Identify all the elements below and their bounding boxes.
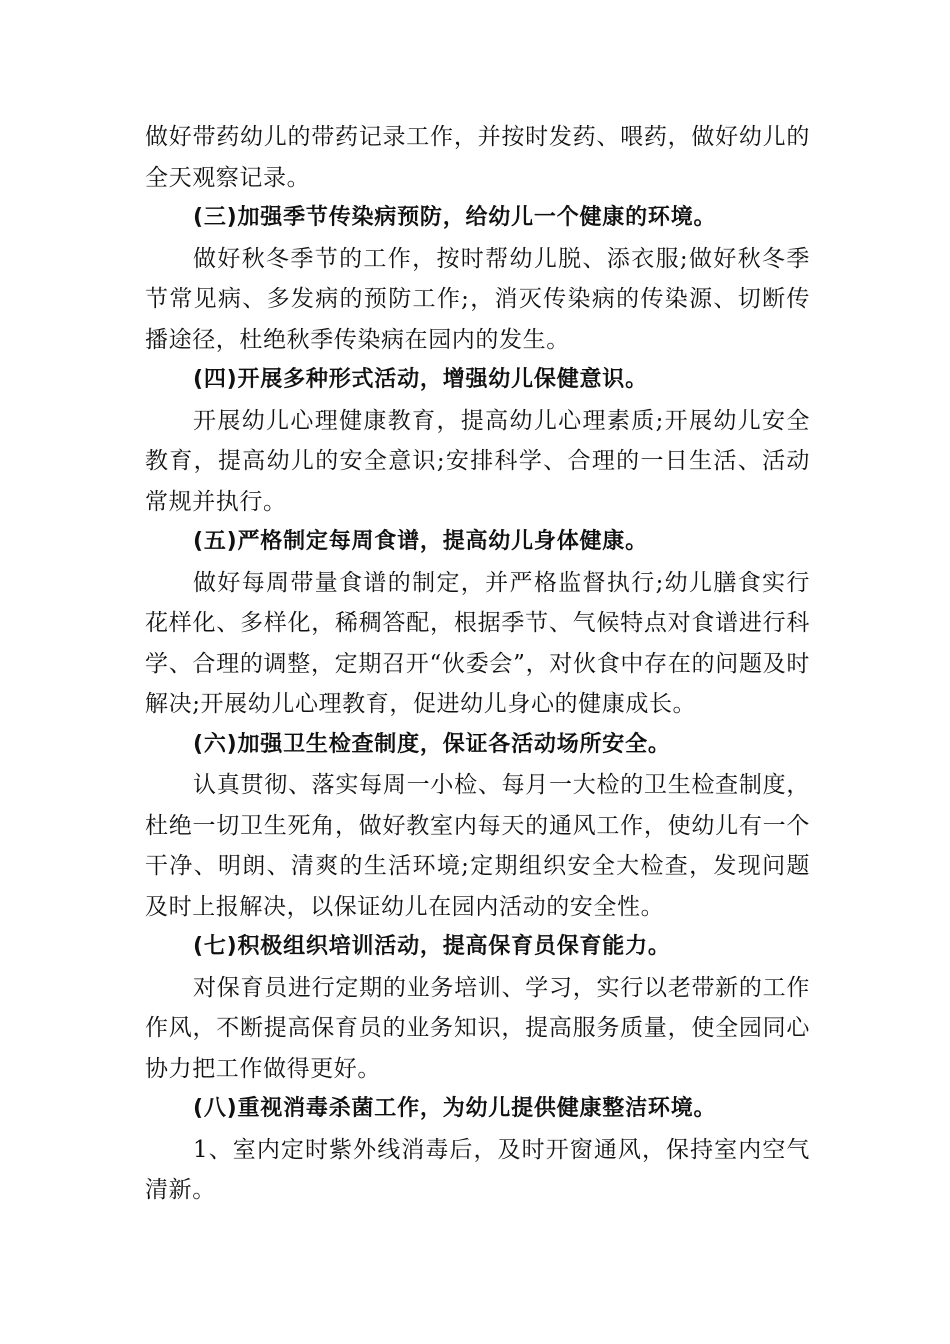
paragraph-disinfection: 1、室内定时紫外线消毒后，及时开窗通风，保持室内空气清新。 bbox=[145, 1136, 810, 1203]
paragraph-staff-training: 对保育员进行定期的业务培训、学习，实行以老带新的工作作风，不断提高保育员的业务知识，提高服务质量，使全园同心协力把工作做得更好。 bbox=[145, 974, 810, 1082]
section-heading-7: (七)积极组织培训活动，提高保育员保育能力。 bbox=[193, 934, 671, 959]
document-body bbox=[145, 117, 810, 1211]
paragraph-health-awareness: 开展幼儿心理健康教育，提高幼儿心理素质;开展幼儿安全教育，提高幼儿的安全意识;安排科学、合理的一日生活、活动常规并执行。 bbox=[145, 407, 810, 515]
section-heading-8: (八)重视消毒杀菌工作，为幼儿提供健康整洁环境。 bbox=[193, 1096, 717, 1121]
section-heading-6: (六)加强卫生检查制度，保证各活动场所安全。 bbox=[193, 731, 671, 757]
paragraph-weekly-menu: 做好每周带量食谱的制定，并严格监督执行;幼儿膳食实行花样化、多样化，稀稠答配，根据季节、气候特点对食谱进行科学、合理的调整，定期召开“伙委会”，对伙食中存在的问题及时解决;开展幼儿心理教育，促进幼儿身心的健康成长。 bbox=[145, 569, 810, 717]
paragraph-medication-record: 做好带药幼儿的带药记录工作，并按时发药、喂药，做好幼儿的全天观察记录。 bbox=[145, 124, 810, 191]
paragraph-seasonal-disease: 做好秋冬季节的工作，按时帮幼儿脱、添衣服;做好秋冬季节常见病、多发病的预防工作;，消灭传染病的传染源、切断传播途径，杜绝秋季传染病在园内的发生。 bbox=[145, 245, 810, 353]
paragraph-hygiene-inspection: 认真贯彻、落实每周一小检、每月一大检的卫生检查制度，杜绝一切卫生死角，做好教室内每天的通风工作，使幼儿有一个干净、明朗、清爽的生活环境;定期组织安全大检查，发现问题及时上报解决，以保证幼儿在园内活动的安全性。 bbox=[145, 772, 810, 920]
section-heading-5: (五)严格制定每周食谱，提高幼儿身体健康。 bbox=[193, 529, 648, 554]
section-heading-3: (三)加强季节传染病预防，给幼儿一个健康的环境。 bbox=[193, 205, 717, 230]
section-heading-4: (四)开展多种形式活动，增强幼儿保健意识。 bbox=[193, 367, 648, 392]
